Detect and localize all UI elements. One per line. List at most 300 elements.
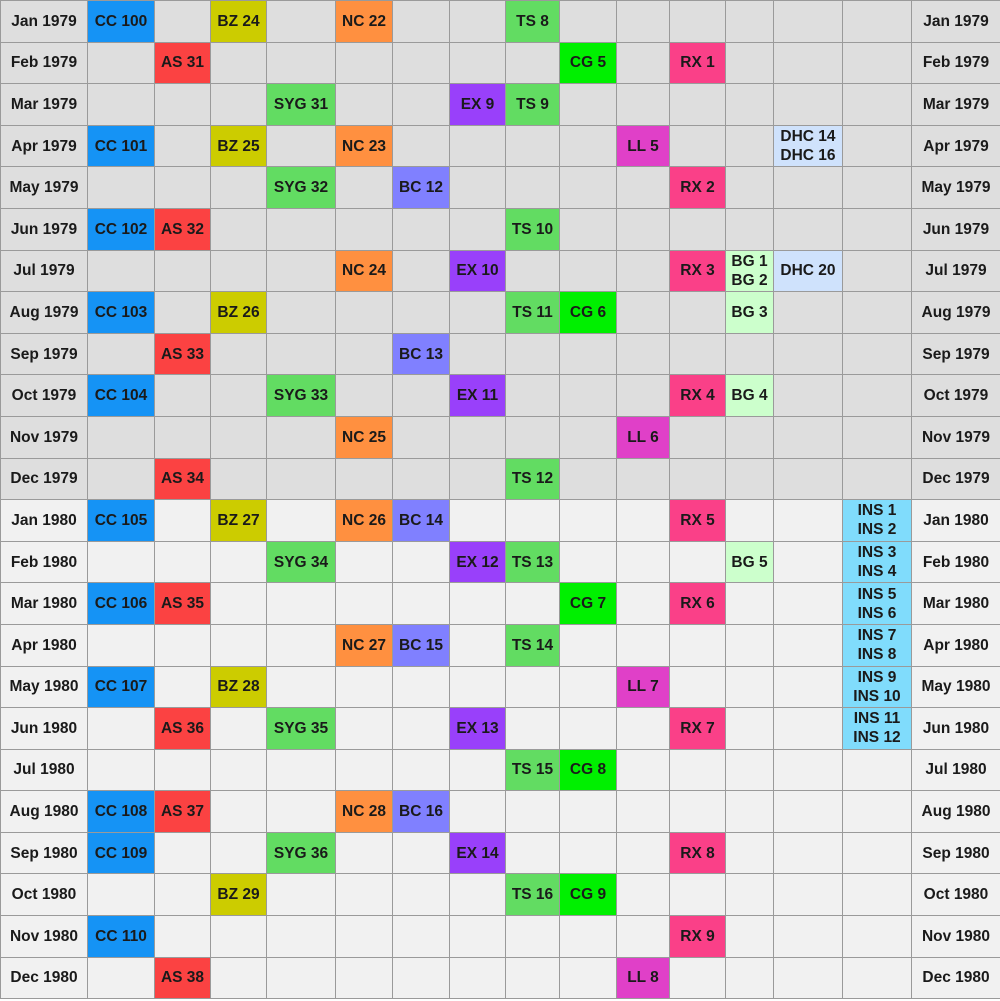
issue-cell: AS 34 <box>155 458 211 500</box>
month-label-left: Feb 1980 <box>1 541 88 583</box>
empty-cell <box>726 624 774 666</box>
empty-cell <box>843 874 912 916</box>
empty-cell <box>336 541 393 583</box>
issue-label: INS 4 <box>857 563 897 581</box>
empty-cell <box>155 125 211 167</box>
empty-cell <box>843 458 912 500</box>
empty-cell <box>211 333 267 375</box>
empty-cell <box>617 333 670 375</box>
issue-cell: CG 6 <box>560 292 617 334</box>
issue-cell: BC 14 <box>393 500 450 542</box>
month-label-right: Nov 1979 <box>912 416 1000 458</box>
empty-cell <box>506 333 560 375</box>
empty-cell <box>450 749 506 791</box>
empty-cell <box>450 500 506 542</box>
issue-cell: CC 110 <box>88 916 155 958</box>
table-row <box>1 583 1000 625</box>
empty-cell <box>617 208 670 250</box>
month-label-right: Apr 1980 <box>912 624 1000 666</box>
issue-cell: EX 11 <box>450 375 506 417</box>
empty-cell <box>560 832 617 874</box>
month-label-right: Jun 1979 <box>912 208 1000 250</box>
empty-cell <box>670 458 726 500</box>
empty-cell <box>506 42 560 84</box>
empty-cell <box>843 791 912 833</box>
issue-cell <box>843 708 912 750</box>
empty-cell <box>211 250 267 292</box>
table-row <box>1 916 1000 958</box>
empty-cell <box>670 416 726 458</box>
issue-cell: CG 5 <box>560 42 617 84</box>
issue-cell: LL 7 <box>617 666 670 708</box>
empty-cell <box>336 458 393 500</box>
empty-cell <box>726 874 774 916</box>
issue-cell: LL 6 <box>617 416 670 458</box>
month-label-right: Feb 1979 <box>912 42 1000 84</box>
empty-cell <box>506 500 560 542</box>
empty-cell <box>336 749 393 791</box>
empty-cell <box>211 957 267 999</box>
table-row <box>1 250 1000 292</box>
issue-cell: EX 9 <box>450 84 506 126</box>
issue-cell <box>726 250 774 292</box>
empty-cell <box>726 583 774 625</box>
empty-cell <box>774 333 843 375</box>
empty-cell <box>267 583 336 625</box>
empty-cell <box>617 84 670 126</box>
empty-cell <box>336 874 393 916</box>
issue-cell: CC 108 <box>88 791 155 833</box>
table-row <box>1 791 1000 833</box>
empty-cell <box>774 666 843 708</box>
issue-label: INS 3 <box>857 544 897 562</box>
month-label-left: Feb 1979 <box>1 42 88 84</box>
empty-cell <box>774 84 843 126</box>
empty-cell <box>450 666 506 708</box>
empty-cell <box>393 458 450 500</box>
empty-cell <box>211 583 267 625</box>
month-label-left: Jun 1980 <box>1 708 88 750</box>
issue-cell: RX 5 <box>670 500 726 542</box>
month-label-right: Oct 1979 <box>912 375 1000 417</box>
month-label-right: Sep 1979 <box>912 333 1000 375</box>
month-label-left: Dec 1980 <box>1 957 88 999</box>
issue-cell: CC 101 <box>88 125 155 167</box>
empty-cell <box>450 292 506 334</box>
empty-cell <box>670 874 726 916</box>
issue-label: INS 8 <box>857 646 897 664</box>
empty-cell <box>393 749 450 791</box>
issue-cell <box>843 624 912 666</box>
empty-cell <box>450 167 506 209</box>
empty-cell <box>393 832 450 874</box>
empty-cell <box>211 84 267 126</box>
issue-label: DHC 14 <box>780 128 836 146</box>
empty-cell <box>155 916 211 958</box>
empty-cell <box>726 832 774 874</box>
empty-cell <box>843 292 912 334</box>
issue-cell: TS 9 <box>506 84 560 126</box>
table-row <box>1 749 1000 791</box>
issue-cell: DHC 20 <box>774 250 843 292</box>
empty-cell <box>267 916 336 958</box>
empty-cell <box>211 832 267 874</box>
issue-cell: BZ 28 <box>211 666 267 708</box>
issue-label: INS 9 <box>857 668 897 686</box>
empty-cell <box>726 1 774 43</box>
issue-cell: BG 4 <box>726 375 774 417</box>
issue-cell: AS 31 <box>155 42 211 84</box>
empty-cell <box>774 832 843 874</box>
issue-cell: AS 33 <box>155 333 211 375</box>
issue-cell: EX 12 <box>450 541 506 583</box>
empty-cell <box>670 208 726 250</box>
month-label-left: Nov 1979 <box>1 416 88 458</box>
table-row <box>1 832 1000 874</box>
empty-cell <box>617 791 670 833</box>
empty-cell <box>726 125 774 167</box>
month-label-left: May 1980 <box>1 666 88 708</box>
issue-label: INS 1 <box>857 502 897 520</box>
empty-cell <box>336 832 393 874</box>
table-row <box>1 208 1000 250</box>
empty-cell <box>88 541 155 583</box>
empty-cell <box>155 874 211 916</box>
month-label-left: Jun 1979 <box>1 208 88 250</box>
empty-cell <box>155 749 211 791</box>
issue-cell: CC 102 <box>88 208 155 250</box>
empty-cell <box>617 500 670 542</box>
month-label-left: Mar 1980 <box>1 583 88 625</box>
month-label-right: Jul 1979 <box>912 250 1000 292</box>
empty-cell <box>617 874 670 916</box>
empty-cell <box>211 749 267 791</box>
month-label-left: Jul 1979 <box>1 250 88 292</box>
empty-cell <box>843 916 912 958</box>
issue-cell: NC 24 <box>336 250 393 292</box>
empty-cell <box>267 874 336 916</box>
empty-cell <box>155 250 211 292</box>
empty-cell <box>155 416 211 458</box>
empty-cell <box>560 167 617 209</box>
empty-cell <box>670 624 726 666</box>
empty-cell <box>393 708 450 750</box>
empty-cell <box>670 666 726 708</box>
empty-cell <box>88 624 155 666</box>
empty-cell <box>670 125 726 167</box>
empty-cell <box>506 666 560 708</box>
empty-cell <box>560 791 617 833</box>
empty-cell <box>726 708 774 750</box>
table-row <box>1 957 1000 999</box>
empty-cell <box>843 832 912 874</box>
empty-cell <box>267 333 336 375</box>
empty-cell <box>617 916 670 958</box>
empty-cell <box>267 458 336 500</box>
issue-label: INS 10 <box>853 687 901 705</box>
issue-cell: TS 10 <box>506 208 560 250</box>
empty-cell <box>843 1 912 43</box>
month-label-right: Jul 1980 <box>912 749 1000 791</box>
issue-cell: RX 6 <box>670 583 726 625</box>
empty-cell <box>88 250 155 292</box>
empty-cell <box>726 666 774 708</box>
empty-cell <box>670 84 726 126</box>
empty-cell <box>211 708 267 750</box>
issue-label: INS 7 <box>857 627 897 645</box>
empty-cell <box>267 1 336 43</box>
empty-cell <box>393 292 450 334</box>
empty-cell <box>450 583 506 625</box>
issue-cell: CC 106 <box>88 583 155 625</box>
empty-cell <box>617 167 670 209</box>
empty-cell <box>450 624 506 666</box>
table-row <box>1 167 1000 209</box>
month-label-right: Aug 1980 <box>912 791 1000 833</box>
empty-cell <box>336 708 393 750</box>
issue-cell: RX 8 <box>670 832 726 874</box>
issue-label: INS 6 <box>857 604 897 622</box>
empty-cell <box>267 416 336 458</box>
empty-cell <box>726 208 774 250</box>
empty-cell <box>267 208 336 250</box>
empty-cell <box>670 541 726 583</box>
empty-cell <box>774 749 843 791</box>
month-label-left: Aug 1979 <box>1 292 88 334</box>
empty-cell <box>560 375 617 417</box>
empty-cell <box>336 167 393 209</box>
issue-cell: SYG 35 <box>267 708 336 750</box>
issue-cell <box>774 125 843 167</box>
table-row <box>1 292 1000 334</box>
issue-cell: CG 8 <box>560 749 617 791</box>
empty-cell <box>211 916 267 958</box>
empty-cell <box>774 416 843 458</box>
issue-cell: BZ 27 <box>211 500 267 542</box>
empty-cell <box>88 749 155 791</box>
empty-cell <box>450 1 506 43</box>
issue-label: BG 1 <box>731 252 768 270</box>
empty-cell <box>336 583 393 625</box>
empty-cell <box>774 458 843 500</box>
empty-cell <box>450 208 506 250</box>
empty-cell <box>211 42 267 84</box>
empty-cell <box>267 791 336 833</box>
empty-cell <box>336 292 393 334</box>
empty-cell <box>267 957 336 999</box>
empty-cell <box>843 749 912 791</box>
empty-cell <box>336 84 393 126</box>
empty-cell <box>88 416 155 458</box>
table-row <box>1 42 1000 84</box>
table-row <box>1 874 1000 916</box>
table-row <box>1 1 1000 43</box>
month-label-right: Nov 1980 <box>912 916 1000 958</box>
issue-cell: BC 16 <box>393 791 450 833</box>
empty-cell <box>450 416 506 458</box>
issue-cell: EX 13 <box>450 708 506 750</box>
empty-cell <box>88 167 155 209</box>
empty-cell <box>393 250 450 292</box>
issue-cell <box>843 583 912 625</box>
empty-cell <box>774 167 843 209</box>
empty-cell <box>560 666 617 708</box>
month-label-left: Sep 1980 <box>1 832 88 874</box>
issue-cell: CG 9 <box>560 874 617 916</box>
empty-cell <box>560 1 617 43</box>
issue-cell <box>843 666 912 708</box>
empty-cell <box>393 84 450 126</box>
table-row <box>1 375 1000 417</box>
empty-cell <box>506 957 560 999</box>
empty-cell <box>506 832 560 874</box>
month-label-right: Jun 1980 <box>912 708 1000 750</box>
issue-cell: NC 22 <box>336 1 393 43</box>
empty-cell <box>843 125 912 167</box>
issue-cell: NC 26 <box>336 500 393 542</box>
month-label-left: Aug 1980 <box>1 791 88 833</box>
issue-cell: SYG 36 <box>267 832 336 874</box>
month-label-left: Oct 1979 <box>1 375 88 417</box>
empty-cell <box>774 874 843 916</box>
month-label-right: May 1979 <box>912 167 1000 209</box>
issue-cell: TS 8 <box>506 1 560 43</box>
empty-cell <box>670 749 726 791</box>
empty-cell <box>336 375 393 417</box>
table-row <box>1 500 1000 542</box>
empty-cell <box>393 208 450 250</box>
empty-cell <box>267 250 336 292</box>
empty-cell <box>393 874 450 916</box>
empty-cell <box>450 791 506 833</box>
empty-cell <box>774 42 843 84</box>
empty-cell <box>843 167 912 209</box>
empty-cell <box>506 125 560 167</box>
empty-cell <box>774 1 843 43</box>
issue-cell <box>843 500 912 542</box>
issue-label: BG 2 <box>731 271 768 289</box>
issue-cell: CC 103 <box>88 292 155 334</box>
month-label-right: Sep 1980 <box>912 832 1000 874</box>
empty-cell <box>211 458 267 500</box>
month-label-left: Nov 1980 <box>1 916 88 958</box>
empty-cell <box>88 957 155 999</box>
empty-cell <box>774 375 843 417</box>
empty-cell <box>211 208 267 250</box>
empty-cell <box>393 957 450 999</box>
empty-cell <box>726 416 774 458</box>
month-label-left: Jan 1980 <box>1 500 88 542</box>
issue-label: DHC 16 <box>780 147 836 165</box>
empty-cell <box>336 666 393 708</box>
empty-cell <box>88 458 155 500</box>
empty-cell <box>336 916 393 958</box>
empty-cell <box>393 375 450 417</box>
empty-cell <box>155 84 211 126</box>
table-row <box>1 333 1000 375</box>
table-row <box>1 125 1000 167</box>
empty-cell <box>726 167 774 209</box>
empty-cell <box>774 916 843 958</box>
month-label-right: Dec 1980 <box>912 957 1000 999</box>
issue-cell: CG 7 <box>560 583 617 625</box>
empty-cell <box>88 874 155 916</box>
empty-cell <box>560 333 617 375</box>
issue-cell: TS 16 <box>506 874 560 916</box>
issue-cell: AS 36 <box>155 708 211 750</box>
empty-cell <box>774 541 843 583</box>
empty-cell <box>560 84 617 126</box>
empty-cell <box>211 167 267 209</box>
issue-cell: BC 13 <box>393 333 450 375</box>
empty-cell <box>393 125 450 167</box>
empty-cell <box>774 624 843 666</box>
empty-cell <box>560 500 617 542</box>
empty-cell <box>211 791 267 833</box>
empty-cell <box>336 208 393 250</box>
empty-cell <box>450 957 506 999</box>
issue-cell: CC 104 <box>88 375 155 417</box>
empty-cell <box>617 292 670 334</box>
month-label-left: May 1979 <box>1 167 88 209</box>
issue-label: INS 2 <box>857 521 897 539</box>
empty-cell <box>155 624 211 666</box>
empty-cell <box>506 708 560 750</box>
month-label-left: Sep 1979 <box>1 333 88 375</box>
empty-cell <box>726 42 774 84</box>
empty-cell <box>843 42 912 84</box>
issue-cell: RX 4 <box>670 375 726 417</box>
empty-cell <box>393 42 450 84</box>
empty-cell <box>211 416 267 458</box>
empty-cell <box>506 583 560 625</box>
issue-cell: LL 8 <box>617 957 670 999</box>
empty-cell <box>267 624 336 666</box>
month-label-right: Dec 1979 <box>912 458 1000 500</box>
empty-cell <box>393 416 450 458</box>
table-row <box>1 84 1000 126</box>
issue-label: INS 12 <box>853 729 901 747</box>
empty-cell <box>267 500 336 542</box>
empty-cell <box>393 666 450 708</box>
empty-cell <box>617 1 670 43</box>
empty-cell <box>670 791 726 833</box>
issue-cell: TS 11 <box>506 292 560 334</box>
table-row <box>1 708 1000 750</box>
empty-cell <box>267 42 336 84</box>
empty-cell <box>560 541 617 583</box>
issue-cell: BZ 29 <box>211 874 267 916</box>
empty-cell <box>726 916 774 958</box>
empty-cell <box>617 832 670 874</box>
empty-cell <box>843 375 912 417</box>
empty-cell <box>670 333 726 375</box>
empty-cell <box>617 708 670 750</box>
empty-cell <box>506 916 560 958</box>
issue-cell: BZ 24 <box>211 1 267 43</box>
empty-cell <box>336 957 393 999</box>
empty-cell <box>155 832 211 874</box>
issue-cell: RX 9 <box>670 916 726 958</box>
month-label-right: Mar 1980 <box>912 583 1000 625</box>
issue-cell: CC 109 <box>88 832 155 874</box>
empty-cell <box>211 624 267 666</box>
empty-cell <box>267 749 336 791</box>
empty-cell <box>506 250 560 292</box>
empty-cell <box>211 375 267 417</box>
issue-cell: NC 27 <box>336 624 393 666</box>
month-label-right: May 1980 <box>912 666 1000 708</box>
